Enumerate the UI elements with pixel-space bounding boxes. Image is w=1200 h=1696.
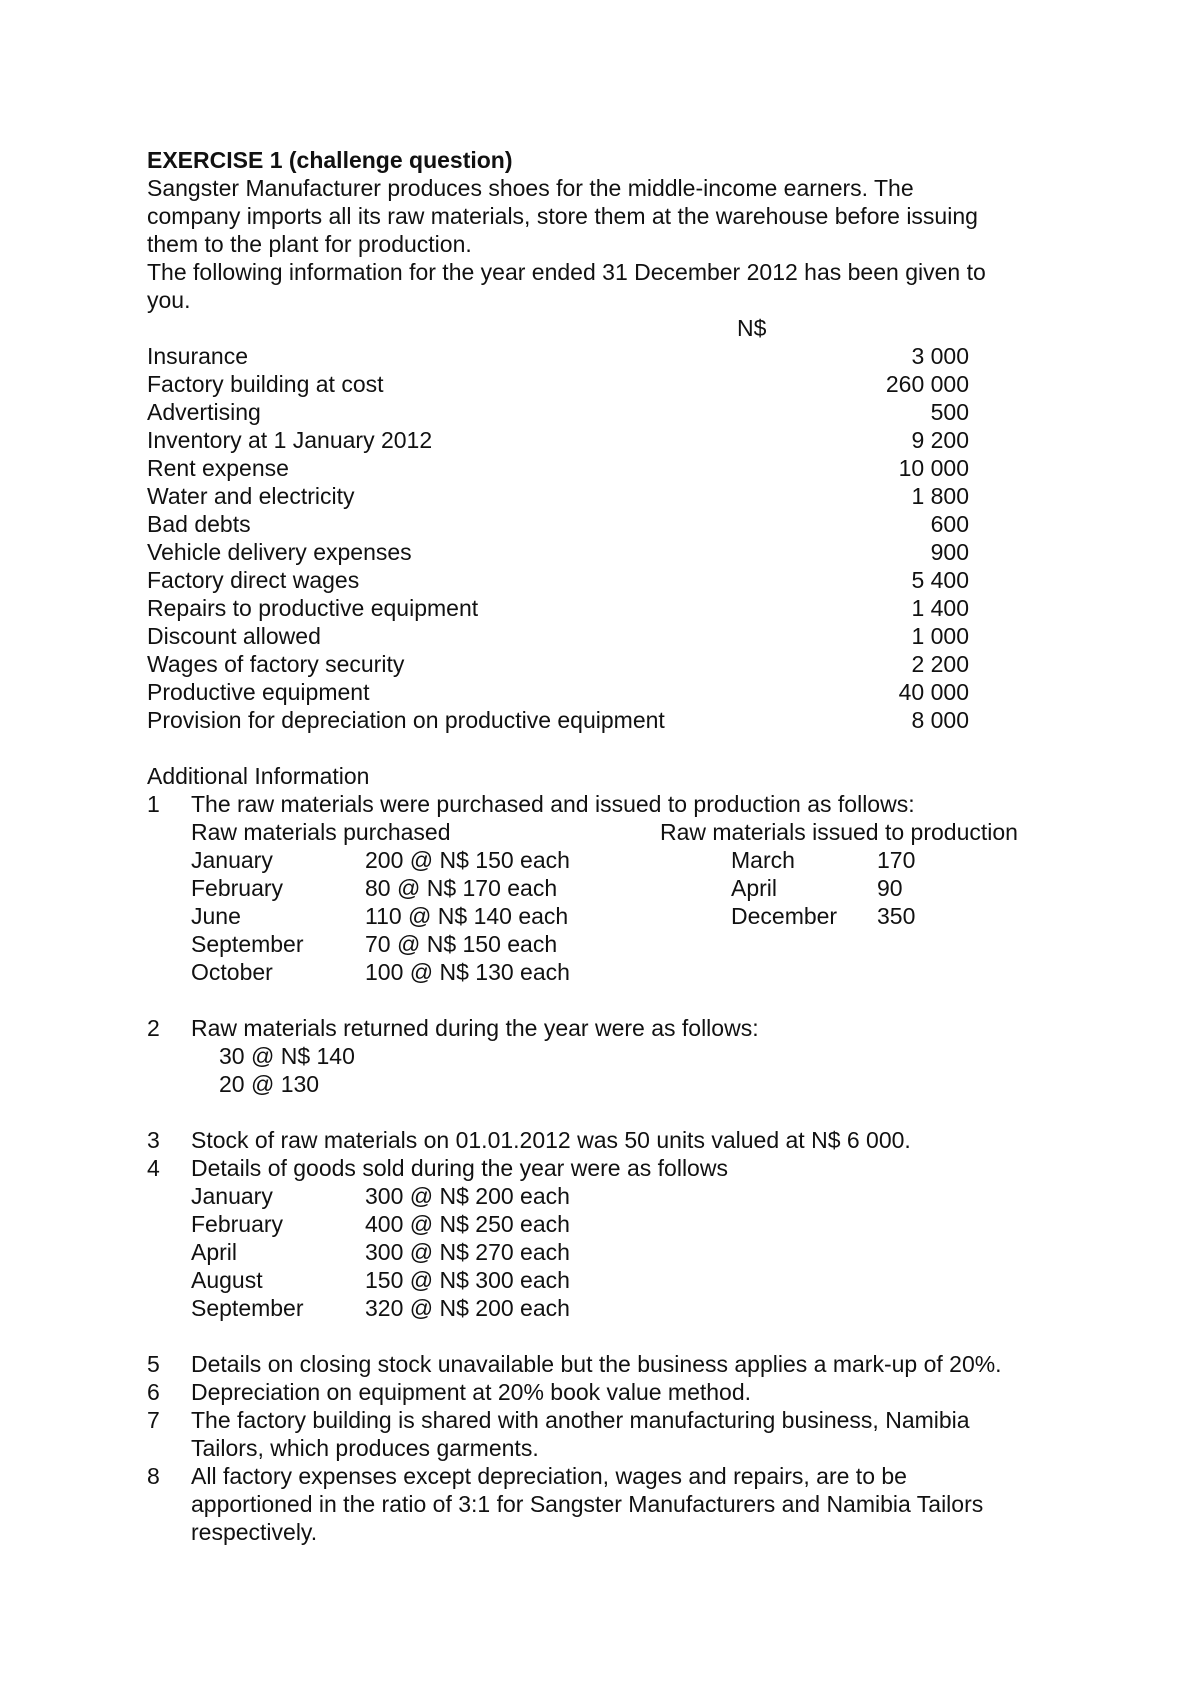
financial-item-label: Discount allowed (147, 623, 321, 649)
financial-item-label: Repairs to productive equipment (147, 595, 479, 621)
purchase-detail: 110 @ N$ 140 each (365, 903, 569, 929)
sales-row (147, 1266, 1107, 1294)
financial-item-label: Advertising (147, 399, 261, 425)
sale-detail: 320 @ N$ 200 each (365, 1295, 570, 1321)
financial-item-label: Inventory at 1 January 2012 (147, 427, 433, 453)
currency-header-row (147, 314, 1107, 342)
return-detail: 30 @ N$ 140 (219, 1043, 355, 1069)
purchase-detail: 70 @ N$ 150 each (365, 931, 558, 957)
financial-item (147, 370, 1107, 398)
issue-month: December (731, 903, 838, 929)
sale-month: January (191, 1183, 273, 1209)
sale-detail: 300 @ N$ 200 each (365, 1183, 570, 1209)
financial-item-label: Bad debts (147, 511, 251, 537)
financial-item-amount: 10 000 (898, 455, 969, 481)
financial-item-amount: 1 000 (911, 623, 969, 649)
sale-month: August (191, 1267, 263, 1293)
exercise-title: EXERCISE 1 (challenge question) (147, 147, 513, 173)
financial-item-amount: 500 (930, 399, 969, 425)
issue-qty: 170 (877, 847, 916, 873)
issued-heading: Raw materials issued to production (660, 819, 1018, 845)
sales-row (147, 1294, 1107, 1322)
additional-info-heading: Additional Information (147, 763, 370, 789)
note-text: Details of goods sold during the year were as follows (191, 1155, 728, 1181)
sale-detail: 400 @ N$ 250 each (365, 1211, 570, 1237)
financial-item (147, 510, 1107, 538)
purchase-detail: 200 @ N$ 150 each (365, 847, 570, 873)
financial-item-amount: 8 000 (911, 707, 969, 733)
note-8-continued (147, 1518, 1107, 1546)
note-number: 6 (147, 1379, 160, 1405)
financial-item-amount: 3 000 (911, 343, 969, 369)
note-8-continued (147, 1490, 1107, 1518)
intro-line: them to the plant for production. (147, 231, 472, 257)
note-number: 4 (147, 1155, 160, 1181)
sale-detail: 300 @ N$ 270 each (365, 1239, 570, 1265)
financial-item-label: Productive equipment (147, 679, 370, 705)
purchased-heading: Raw materials purchased (191, 819, 451, 845)
note-text: The raw materials were purchased and issued to production as follows: (191, 791, 915, 817)
financial-item (147, 622, 1107, 650)
financial-item (147, 538, 1107, 566)
note-text: Details on closing stock unavailable but the business applies a mark-up of 20%. (191, 1351, 1002, 1377)
intro-line: company imports all its raw materials, store them at the warehouse before issuing (147, 203, 978, 229)
note-3 (147, 1126, 1107, 1154)
financial-item-amount: 9 200 (911, 427, 969, 453)
intro-line: you. (147, 287, 191, 313)
purchase-month: September (191, 931, 304, 957)
financial-item-label: Factory direct wages (147, 567, 360, 593)
note-8 (147, 1462, 1107, 1490)
sale-month: September (191, 1295, 304, 1321)
purchase-month: January (191, 847, 273, 873)
financial-item (147, 482, 1107, 510)
purchase-month: October (191, 959, 273, 985)
note-number: 2 (147, 1015, 160, 1041)
financial-item (147, 706, 1107, 734)
financial-items-list (147, 342, 1107, 734)
note-6 (147, 1378, 1107, 1406)
spacer (147, 986, 1107, 1014)
note-number: 5 (147, 1351, 160, 1377)
note-5 (147, 1350, 1107, 1378)
note-number: 7 (147, 1407, 160, 1433)
financial-item-label: Wages of factory security (147, 651, 405, 677)
materials-row (147, 958, 1107, 986)
note-4 (147, 1154, 1107, 1182)
note-number: 1 (147, 791, 160, 817)
note-text: Tailors, which produces garments. (191, 1435, 539, 1461)
financial-item-label: Vehicle delivery expenses (147, 539, 412, 565)
note-text: The factory building is shared with another manufacturing business, Namibia (191, 1407, 970, 1433)
materials-headings-row (147, 818, 1107, 846)
purchase-detail: 80 @ N$ 170 each (365, 875, 558, 901)
purchase-detail: 100 @ N$ 130 each (365, 959, 570, 985)
financial-item (147, 426, 1107, 454)
financial-item (147, 566, 1107, 594)
issue-qty: 90 (877, 875, 903, 901)
financial-item (147, 342, 1107, 370)
note-text: Stock of raw materials on 01.01.2012 was 50 units valued at N$ 6 000. (191, 1127, 911, 1153)
note-number: 3 (147, 1127, 160, 1153)
sale-month: April (191, 1239, 238, 1265)
financial-item-amount: 900 (930, 539, 969, 565)
return-item (147, 1042, 1107, 1070)
purchase-month: June (191, 903, 241, 929)
currency-header: N$ (737, 315, 767, 341)
sales-row (147, 1182, 1107, 1210)
note-text: Raw materials returned during the year were as follows: (191, 1015, 759, 1041)
financial-item (147, 650, 1107, 678)
note-text: respectively. (191, 1519, 318, 1545)
sale-month: February (191, 1211, 284, 1237)
financial-item-amount: 600 (930, 511, 969, 537)
note-text: Depreciation on equipment at 20% book value method. (191, 1379, 752, 1405)
spacer (147, 734, 1107, 762)
financial-item-amount: 1 800 (911, 483, 969, 509)
sales-row (147, 1238, 1107, 1266)
financial-item-amount: 5 400 (911, 567, 969, 593)
financial-item-amount: 2 200 (911, 651, 969, 677)
sales-row (147, 1210, 1107, 1238)
financial-item (147, 454, 1107, 482)
financial-item-amount: 260 000 (885, 371, 969, 397)
intro-line: Sangster Manufacturer produces shoes for the middle-income earners. The (147, 175, 914, 201)
financial-item (147, 678, 1107, 706)
note-text: All factory expenses except depreciation, wages and repairs, are to be (191, 1463, 907, 1489)
purchase-month: February (191, 875, 284, 901)
materials-row (147, 930, 1107, 958)
note-text: apportioned in the ratio of 3:1 for Sangster Manufacturers and Namibia Tailors (191, 1491, 984, 1517)
spacer (147, 1322, 1107, 1350)
materials-row (147, 874, 1107, 902)
spacer (147, 1098, 1107, 1126)
note-7 (147, 1406, 1107, 1434)
financial-item-amount: 40 000 (898, 679, 969, 705)
document-page (147, 146, 1107, 1546)
financial-item-label: Rent expense (147, 455, 289, 481)
sale-detail: 150 @ N$ 300 each (365, 1267, 570, 1293)
note-2 (147, 1014, 1107, 1042)
return-item (147, 1070, 1107, 1098)
intro-line: The following information for the year ended 31 December 2012 has been given to (147, 259, 986, 285)
financial-item-amount: 1 400 (911, 595, 969, 621)
financial-item-label: Water and electricity (147, 483, 355, 509)
return-detail: 20 @ 130 (219, 1071, 320, 1097)
financial-item-label: Factory building at cost (147, 371, 384, 397)
financial-item (147, 398, 1107, 426)
issue-qty: 350 (877, 903, 916, 929)
issue-month: March (731, 847, 795, 873)
financial-item-label: Provision for depreciation on productive equipment (147, 707, 665, 733)
note-7-continued (147, 1434, 1107, 1462)
financial-item (147, 594, 1107, 622)
note-number: 8 (147, 1463, 160, 1489)
issue-month: April (731, 875, 778, 901)
note-1 (147, 790, 1107, 818)
materials-row (147, 846, 1107, 874)
materials-row (147, 902, 1107, 930)
financial-item-label: Insurance (147, 343, 249, 369)
